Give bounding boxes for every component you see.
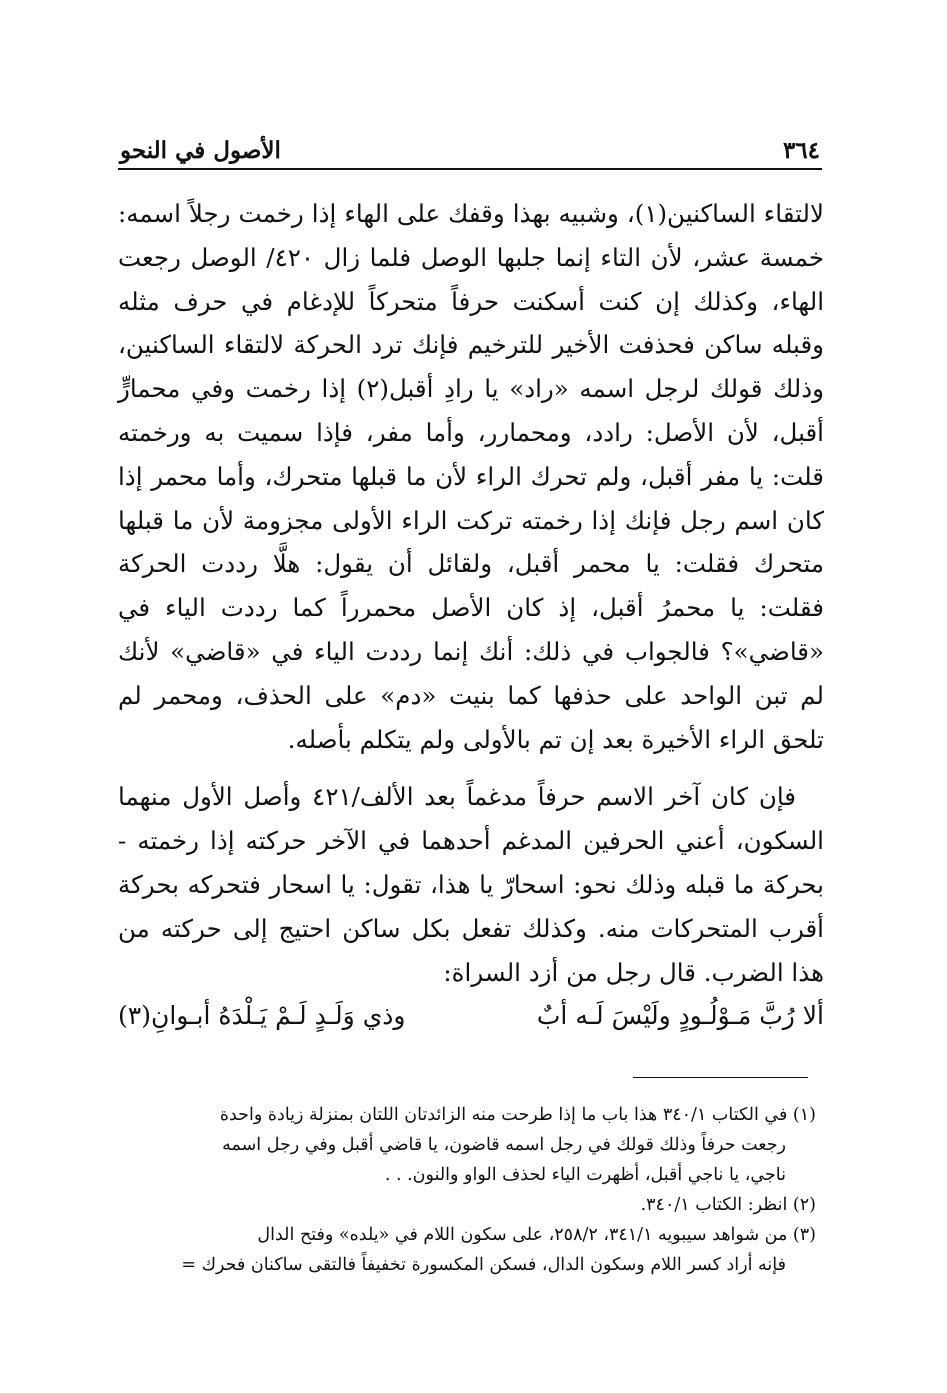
page-number: ٣٦٤ <box>782 137 820 164</box>
paragraph-2: فإن كان آخر الاسم حرفاً مدغماً بعد الألف/٤٢١ وأصل الأول منهما السكون، أعني الحرفين المدغم أحدهما في الآخر حركته إذا رخمته - بحركة ما قبله وذلك نحو: اسحارّ يا هذا، تقول: يا اسحار فتحركه بحركة أقرب المتحركات منه. وكذلك تفعل بكل ساكن احتيج إلى حركته من هذا الضرب. قال رجل من أزد السراة: <box>118 782 824 987</box>
header-divider <box>118 168 822 170</box>
verse-first-hemistich: ألا رُبَّ مَـوْلُـودٍ ولَيْسَ لَـه أبٌ <box>536 1001 824 1031</box>
footnote-divider <box>633 1077 808 1078</box>
footnote-3-line-2: فإنه أراد كسر اللام وسكون الدال، فسكن المكسورة تخفيفاً فالتقى ساكنان فحرك = <box>181 1255 786 1275</box>
book-title: الأصول في النحو <box>120 137 281 164</box>
footnote-3-line-1: (٣) من شواهد سيبويه ٣٤١/١، ٢٥٨/٢، على سكون اللام في «يلده» وفتح الدال <box>257 1225 816 1245</box>
footnote-1-line-1: (١) في الكتاب ٣٤٠/١ هذا باب ما إذا طرحت منه الزائدتان اللتان بمنزلة زيادة واحدة <box>219 1105 816 1125</box>
poetry-verse <box>118 994 824 1038</box>
footnote-2: (٢) انظر: الكتاب ٣٤٠/١. <box>640 1195 816 1215</box>
paragraph-1: لالتقاء الساكنين(١)، وشبيه بهذا وقفك على الهاء إذا رخمت رجلاً اسمه: خمسة عشر، لأن التاء إنما جلبها الوصل فلما زال ٤٢٠/ الوصل رجعت الهاء، وكذلك إن كنت أسكنت حرفاً متحركاً للإدغام في حرف مثله وقبله ساكن فحذفت الأخير للترخيم فإنك ترد الحركة لالتقاء الساكنين، وذلك قولك لرجل اسمه «راد» يا رادِ أقبل(٢) إذا رخمت وفي محمارٍّ أقبل، لأن الأصل: رادد، ومحمارر، وأما مفر، فإذا سميت به ورخمته قلت: يا مفر أقبل، ولم تحرك الراء لأن ما قبلها متحرك، وأما محمر إذا كان اسم رجل فإنك إذا رخمته تركت الراء الأولى مجزومة لأن ما قبلها متحرك فقلت: يا محمر أقبل، ولقائل أن يقول: هلَّا رددت الحركة فقلت: يا محمرُ أقبل، إذ كان الأصل محمرراً كما رددت الياء في «قاضي»؟ فالجواب في ذلك: أنك إنما رددت الياء في «قاضي» لأنك لم تبن الواحد على حذفها كما بنيت «دم» على الحذف، ومحمر لم تلحق الراء الأخيرة بعد إن تم بالأولى ولم يتكلم بأصله. <box>118 199 824 754</box>
running-header <box>120 128 820 164</box>
footnote-1-line-2: رجعت حرفاً وذلك قولك في رجل اسمه قاضون، يا قاضي أقبل وفي رجل اسمه <box>222 1135 786 1155</box>
paragraph-spacer <box>118 761 824 775</box>
main-text <box>118 192 824 1038</box>
footnote-1-line-3: ناجي، يا ناجي أقبل، أظهرت الياء لحذف الواو والنون. . . <box>384 1165 786 1185</box>
verse-second-hemistich: وذي وَلَـدٍ لَـمْ يَـلْدَهُ أبـوانِ(٣) <box>118 1001 406 1031</box>
footnotes <box>80 1100 816 1280</box>
